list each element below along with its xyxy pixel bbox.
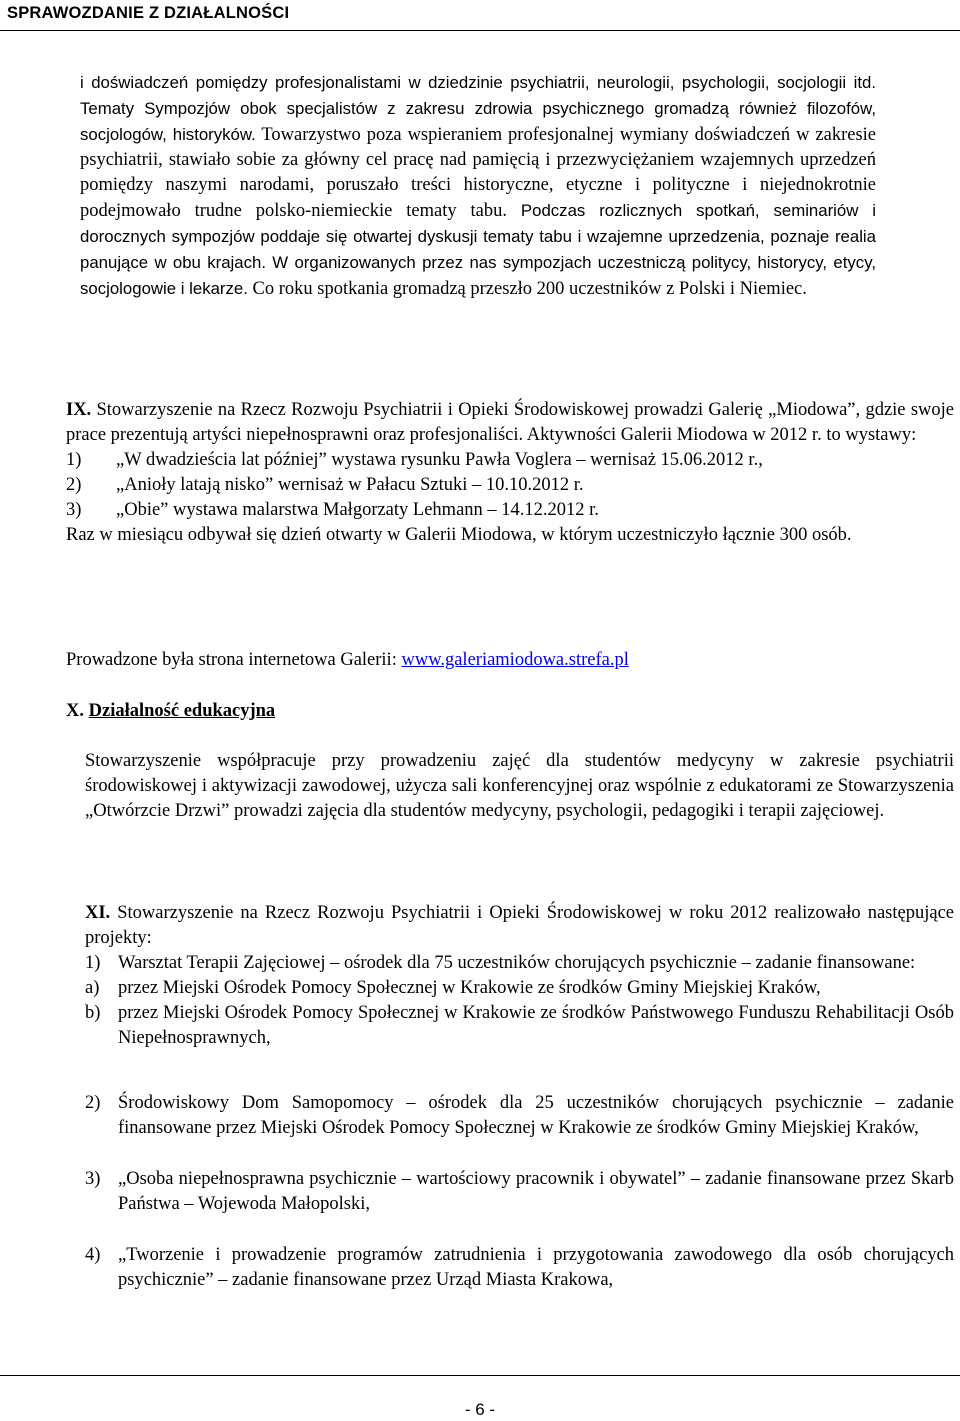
section-ix <box>66 398 954 548</box>
project-item-number: 3) <box>85 1169 101 1189</box>
project-subitem-text: przez Miejski Ośrodek Pomocy Społecznej w Krakowie ze środków Gminy Miejskiej Kraków, <box>118 978 821 998</box>
paragraph-societies <box>80 70 876 302</box>
section-x-number: X. <box>66 701 84 721</box>
project-item-text: „Osoba niepełnosprawna psychicznie – wartościowy pracownik i obywatel” – zadanie finansowane przez Skarb Państwa – Wojewoda Małopolski, <box>118 1169 954 1214</box>
website-label: Prowadzone była strona internetowa Galerii: <box>66 650 402 670</box>
project-subitem-text: przez Miejski Ośrodek Pomocy Społecznej w Krakowie ze środków Państwowego Funduszu Rehabilitacji Osób Niepełnosprawnych, <box>118 1003 954 1048</box>
section-xi-intro: Stowarzyszenie na Rzecz Rozwoju Psychiatrii i Opieki Środowiskowej w roku 2012 realizowało następujące projekty: <box>85 903 954 948</box>
section-x-paragraph: Stowarzyszenie współpracuje przy prowadzeniu zajęć dla studentów medycyny w zakresie psychiatrii środowiskowej i aktywizacji zawodowej, użycza sali konferencyjnej oraz wspólnie z edukatorami ze Stowarzyszenia „Otwórzcie Drzwi” prowadzi zajęcia dla studentów medycyny, psychologii, pedagogiki i terapii zajęciowej. <box>85 751 954 821</box>
exhibition-item <box>66 473 954 498</box>
section-ix-number: IX. <box>66 400 92 420</box>
project-subitem <box>85 1001 954 1051</box>
project-item-text: „Tworzenie i prowadzenie programów zatrudnienia i przygotowania zawodowego dla osób chorujących psychicznie” – zadanie finansowane przez Urząd Miasta Krakowa, <box>118 1245 954 1290</box>
exhibition-item-number: 2) <box>66 475 82 495</box>
section-ix-closing: Raz w miesiącu odbywał się dzień otwarty w Galerii Miodowa, w którym uczestniczyło łącznie 300 osób. <box>66 525 852 545</box>
exhibition-item <box>66 448 954 473</box>
section-xi <box>85 901 954 1293</box>
section-ix-intro-block <box>66 398 954 448</box>
project-subitem <box>85 976 954 1001</box>
paragraph-sans-part: i doświadczeń pomiędzy profesjonalistami w dziedzinie psychiatrii, neurologii, psychologii, socjologii itd. Tematy Sympozjów obok specjalistów z zakresu zdrowia psychicznego gromadzą również filozofów, socjologów, historyków. <box>80 73 876 144</box>
exhibition-item-number: 1) <box>66 450 82 470</box>
section-xi-intro-block <box>85 901 954 951</box>
paragraph-serif-part-2: Podczas rozlicznych spotkań, seminariów i dorocznych sympozjów poddaje się otwartej dyskusji tematy tabu i wzajemne uprzedzenia, poznaje realia panujące w obu krajach. W organizowanych przez nas sympozjach uczestniczą politycy, historycy, etycy, socjologowie i lekarze. <box>80 201 877 298</box>
footer-divider <box>0 1375 960 1376</box>
paragraph-serif-part-3: Co roku spotkania gromadzą przeszło 200 uczestników z Polski i Niemiec. <box>247 279 807 299</box>
page-header <box>0 0 960 31</box>
page-number: - 6 - <box>464 1400 496 1419</box>
project-item <box>85 1243 954 1293</box>
paragraph-serif-part-1: Towarzystwo poza wspieraniem profesjonalnej wymiany doświadczeń w zakresie psychiatrii, stawiało sobie za główny cel pracę nad pamięcią i przezwyciężaniem wzajemnych uprzedzeń pomiędzy naszymi narodami, poruszało treści historyczne, etyczne i polityczne i niejednokrotnie podejmowało trudne polsko-niemieckie tematy tabu. <box>80 125 876 221</box>
project-item-number: 4) <box>85 1245 101 1265</box>
project-item-text: Środowiskowy Dom Samopomocy – ośrodek dla 25 uczestników chorujących psychicznie – zadanie finansowane przez Miejski Ośrodek Pomocy Społecznej w Krakowie ze środków Gminy Miejskiej Kraków, <box>118 1093 954 1138</box>
website-link[interactable]: www.galeriamiodowa.strefa.pl <box>401 650 629 670</box>
header-title: SPRAWOZDANIE Z DZIAŁALNOŚCI <box>7 4 290 22</box>
section-x-title: Działalność edukacyjna <box>88 701 276 721</box>
section-xi-number: XI. <box>85 903 111 923</box>
section-x-heading <box>66 701 275 722</box>
exhibition-item-text: „Anioły latają nisko” wernisaż w Pałacu Sztuki – 10.10.2012 r. <box>116 475 584 495</box>
exhibition-item-text: „Obie” wystawa malarstwa Małgorzaty Lehmann – 14.12.2012 r. <box>116 500 599 520</box>
project-subitem-letter: a) <box>85 978 100 998</box>
project-item <box>85 951 954 976</box>
project-item-text: Warsztat Terapii Zajęciowej – ośrodek dla 75 uczestników chorujących psychicznie – zadanie finansowane: <box>118 953 916 973</box>
section-ix-intro: Stowarzyszenie na Rzecz Rozwoju Psychiatrii i Opieki Środowiskowej prowadzi Galerię „Miodowa”, gdzie swoje prace prezentują artyści niepełnosprawni oraz profesjonaliści. Aktywności Galerii Miodowa w 2012 r. to wystawy: <box>66 400 954 445</box>
project-item <box>85 1167 954 1217</box>
exhibition-item-text: „W dwadzieścia lat później” wystawa rysunku Pawła Voglera – wernisaż 15.06.2012 r., <box>116 450 763 470</box>
project-item-number: 2) <box>85 1093 101 1113</box>
project-item-number: 1) <box>85 953 101 973</box>
exhibition-item-number: 3) <box>66 500 82 520</box>
project-subitem-letter: b) <box>85 1003 101 1023</box>
project-item <box>85 1091 954 1141</box>
website-line <box>66 650 629 671</box>
exhibition-item <box>66 498 954 523</box>
